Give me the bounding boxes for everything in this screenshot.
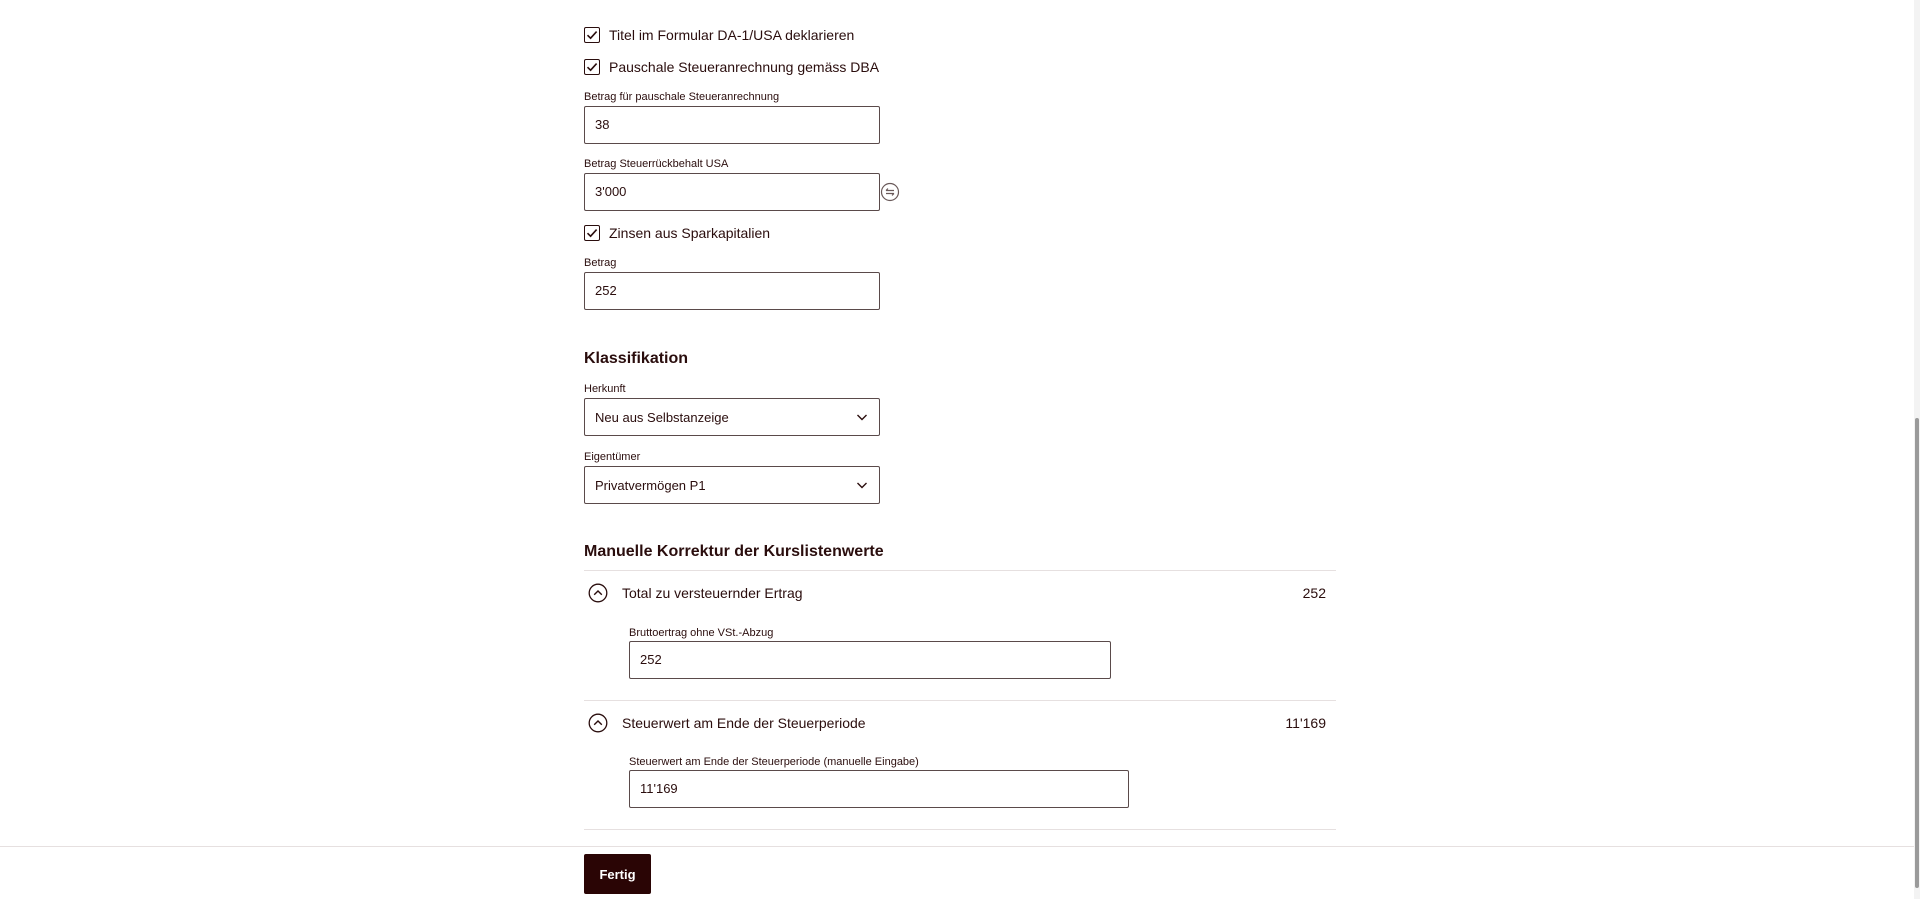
accordion-header-steuerwert[interactable] [588,711,1332,735]
pauschal-betrag-label: Betrag für pauschale Steueranrechnung [584,91,780,103]
done-button[interactable]: Fertig [584,854,651,894]
korrektur-title: Manuelle Korrektur der Kurslistenwerte [584,543,884,560]
eigentuemer-value: Privatvermögen P1 [595,477,706,493]
checkbox-sparkapitalien-label: Zinsen aus Sparkapitalien [609,225,771,241]
herkunft-label: Herkunft [584,383,626,395]
checkbox-da1-label: Titel im Formular DA-1/USA deklarieren [609,27,855,43]
checkbox-row-da1[interactable] [584,24,854,46]
herkunft-select[interactable] [584,398,880,436]
bruttoertrag-label: Bruttoertrag ohne VSt.-Abzug [629,627,774,639]
chevron-down-icon [855,478,869,492]
betrag-label: Betrag [584,257,617,269]
reset-icon [880,182,900,202]
steuerrueckbehalt-label: Betrag Steuerrückbehalt USA [584,158,729,170]
checkbox-da1[interactable] [584,27,600,43]
divider [584,570,1336,571]
eigentuemer-select[interactable] [584,466,880,504]
chevron-up-circle-icon[interactable] [588,713,608,733]
betrag-input[interactable]: 252 [584,272,880,310]
pauschal-betrag-input[interactable]: 38 [584,106,880,144]
steuerrueckbehalt-input[interactable]: 3'000 [584,173,880,211]
eigentuemer-label: Eigentümer [584,451,641,463]
checkbox-pauschale-label: Pauschale Steueranrechnung gemäss DBA [609,59,880,75]
divider [584,829,1336,830]
check-icon [585,60,599,74]
scrollbar-thumb[interactable] [1915,418,1919,888]
checkbox-row-sparkapitalien[interactable] [584,222,770,244]
klassifikation-title: Klassifikation [584,350,689,367]
check-icon [585,28,599,42]
divider [584,700,1336,701]
accordion-title-ertrag: Total zu versteuernder Ertrag [622,585,803,601]
checkbox-pauschale[interactable] [584,59,600,75]
steuerwert-manuell-input[interactable]: 11'169 [629,770,1129,808]
steuerwert-manuell-label: Steuerwert am Ende der Steuerperiode (manuelle Eingabe) [629,756,919,768]
chevron-down-icon [855,410,869,424]
checkbox-row-pauschale[interactable] [584,56,879,78]
accordion-value-steuerwert: 11'169 [1285,715,1326,731]
footer-divider [0,846,1914,847]
accordion-header-ertrag[interactable] [588,581,1332,605]
accordion-value-ertrag: 252 [1302,585,1326,601]
check-icon [585,226,599,240]
reset-button[interactable] [880,182,900,207]
checkbox-sparkapitalien[interactable] [584,225,600,241]
accordion-title-steuerwert: Steuerwert am Ende der Steuerperiode [622,715,866,731]
chevron-up-circle-icon[interactable] [588,583,608,603]
herkunft-value: Neu aus Selbstanzeige [595,409,729,425]
bruttoertrag-input[interactable]: 252 [629,641,1111,679]
